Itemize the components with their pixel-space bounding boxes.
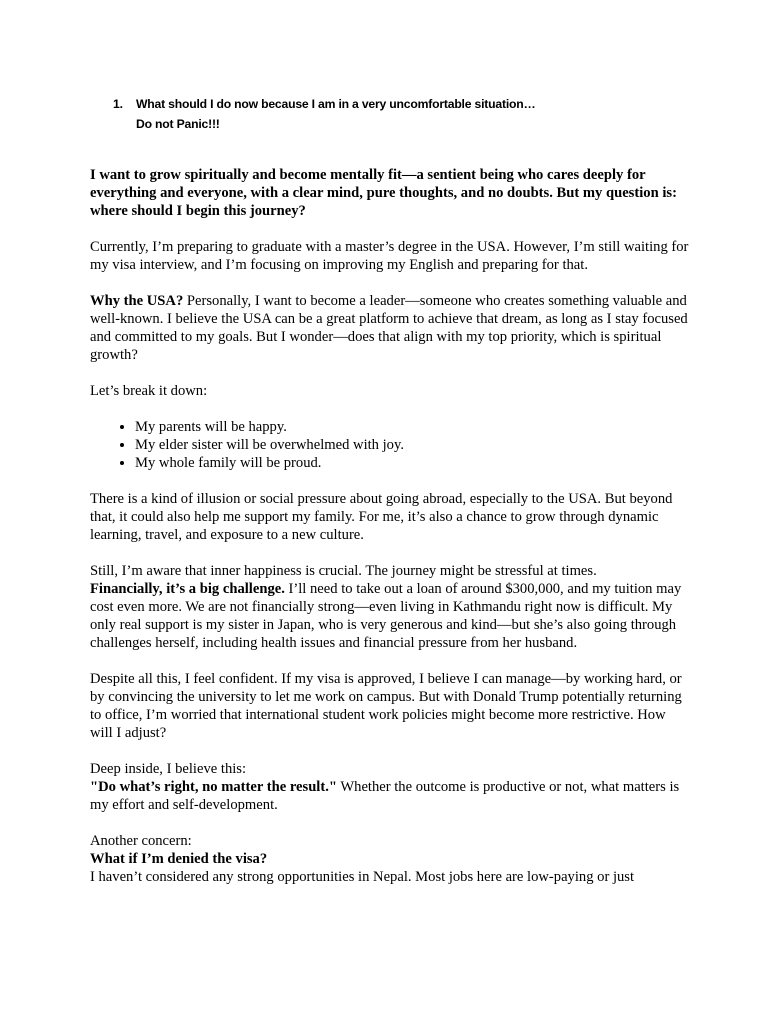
paragraph-6: Despite all this, I feel confident. If my visa is approved, I believe I can manage—by working hard, or by convincing the university to let me work on campus. But with Donald Trump potentially returning to office, I’m worried that international student work policies might become more restrictive. How will I adjust? — [90, 671, 682, 741]
paragraph-7-text: Whether the outcome is productive or not, what matters is my effort and self-development. — [90, 779, 680, 813]
list-number: 1. — [113, 97, 123, 111]
paragraph-5-text: I’ll need to take out a loan of around $300,000, and my tuition may cost even more. We are not financially strong—even living in Kathmandu right now is difficult. My only real support is my sister in Japan, who is very generous and kind—but she’s also going through challenges herself, including health issues and financial pressure from her husband. — [90, 581, 682, 651]
paragraph-4: There is a kind of illusion or social pressure about going abroad, especially to the USA. But beyond that, it could also help me support my family. For me, it’s also a chance to grow through dynamic learning, travel, and exposure to a new culture. — [90, 491, 673, 543]
paragraph-7-quote: "Do what’s right, no matter the result." — [90, 779, 337, 795]
list-item: • My parents will be happy. — [135, 418, 690, 436]
numbered-heading — [113, 94, 535, 134]
paragraph-8-text: I haven’t considered any strong opportunities in Nepal. Most jobs here are low-paying or just — [90, 869, 635, 885]
heading-line-1 — [113, 94, 535, 114]
paragraph-2-bold: Why the USA? — [90, 293, 184, 309]
bullet-list — [90, 418, 690, 472]
paragraph-5-lead: Still, I’m aware that inner happiness is crucial. The journey might be stressful at times. — [90, 563, 597, 579]
paragraph-2 — [90, 292, 690, 364]
paragraph-8 — [90, 832, 690, 886]
list-item: • My elder sister will be overwhelmed with joy. — [135, 436, 690, 454]
paragraph-5 — [90, 562, 690, 652]
heading-line-2: Do not Panic!!! — [136, 117, 220, 131]
paragraph-3: Let’s break it down: — [90, 383, 208, 399]
paragraph-2-text: Personally, I want to become a leader—someone who creates something valuable and well-known. I believe the USA can be a great platform to achieve that dream, as long as I stay focused and committed to my goals. But I wonder—does that align with my top priority, which is spiritual growth? — [90, 293, 688, 363]
intro-paragraph — [90, 166, 690, 220]
paragraph-1: Currently, I’m preparing to graduate with a master’s degree in the USA. However, I’m still waiting for my visa interview, and I’m focusing on improving my English and preparing for that. — [90, 239, 689, 273]
paragraph-7 — [90, 760, 690, 814]
paragraph-7-lead: Deep inside, I believe this: — [90, 761, 247, 777]
paragraph-5-bold: Financially, it’s a big challenge. — [90, 581, 285, 597]
paragraph-8-lead: Another concern: — [90, 833, 192, 849]
intro-text: I want to grow spiritually and become mentally fit—a sentient being who cares deeply for everything and everyone, with a clear mind, pure thoughts, and no doubts. But my question is: where should I begin this journey? — [90, 167, 677, 219]
heading-question: What should I do now because I am in a very uncomfortable situation… — [136, 97, 536, 111]
list-item: • My whole family will be proud. — [135, 454, 690, 472]
document-body — [90, 166, 690, 904]
paragraph-8-bold: What if I’m denied the visa? — [90, 851, 268, 867]
